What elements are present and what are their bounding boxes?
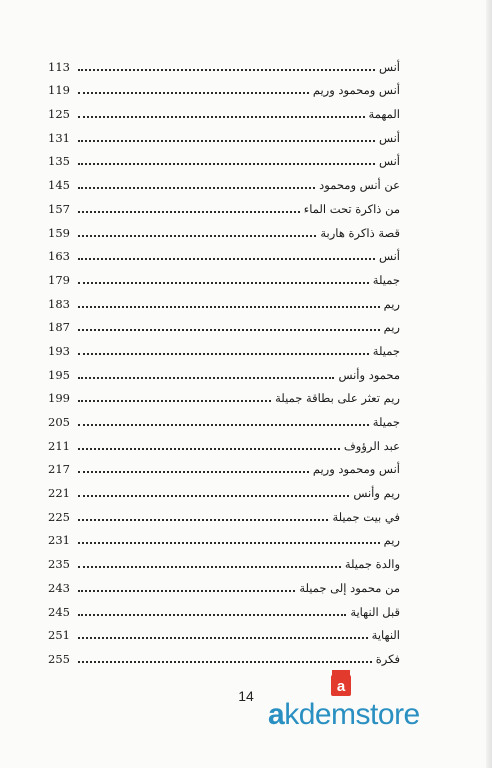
logo-icon-letter: a [336, 678, 346, 695]
dot-leader [78, 306, 380, 308]
toc-entry-title: قبل النهاية [350, 604, 400, 619]
dot-leader [78, 235, 316, 237]
dot-leader [78, 519, 328, 521]
toc-entry [48, 123, 400, 147]
book-bag-icon [326, 668, 356, 698]
toc-entry-title: عن أنس ومحمود [319, 178, 400, 193]
toc-entry-page: 235 [48, 557, 70, 572]
dot-leader [78, 116, 365, 118]
toc-entry-page: 113 [48, 59, 70, 74]
toc-entry [48, 573, 400, 597]
logo-letter-a: a [268, 698, 285, 731]
toc-entry-page: 193 [48, 343, 70, 358]
dot-leader [78, 258, 375, 260]
toc-entry-title: أنس [378, 59, 400, 74]
toc-entry-page: 217 [48, 462, 70, 477]
toc-entry [48, 526, 400, 550]
toc-entry-title: محمود وأنس [338, 367, 400, 382]
toc-entry [48, 52, 400, 76]
toc-entry-page: 163 [48, 249, 70, 264]
dot-leader [78, 424, 369, 426]
toc-entry-page: 157 [48, 201, 70, 216]
toc-entry-title: من ذاكرة تحت الماء [303, 201, 400, 216]
toc-entry [48, 170, 400, 194]
toc-entry [48, 407, 400, 431]
toc-entry [48, 242, 400, 266]
toc-entry-title: جميلة [372, 415, 400, 429]
toc-entry-page: 131 [48, 130, 70, 145]
toc-entry-title: أنس ومحمود وريم [312, 462, 400, 477]
toc-entry-title: المهمة [368, 107, 400, 122]
logo-wordmark [268, 698, 428, 732]
toc-entry [48, 265, 400, 289]
toc-entry-page: 195 [48, 367, 70, 382]
page-number: 14 [238, 688, 254, 704]
toc-entry-page: 231 [48, 533, 70, 548]
toc-entry-title: في بيت جميلة [332, 509, 400, 524]
toc-entry-page: 183 [48, 296, 70, 311]
dot-leader [78, 661, 372, 663]
toc-entry [48, 147, 400, 171]
toc-entry-page: 199 [48, 391, 70, 406]
dot-leader [78, 471, 309, 473]
toc-entry-page: 125 [48, 107, 70, 122]
dot-leader [78, 377, 334, 379]
dot-leader [78, 542, 380, 544]
page-edge [486, 0, 492, 768]
dot-leader [78, 163, 375, 165]
dot-leader [78, 69, 375, 71]
toc-entry [48, 478, 400, 502]
toc-entry-page: 205 [48, 415, 70, 429]
toc-entry-title: جميلة [372, 272, 400, 287]
toc-entry [48, 360, 400, 384]
toc-entry [48, 313, 400, 337]
toc-entry-title: ريم [383, 533, 400, 548]
toc-entry-title: قصة ذاكرة هاربة [320, 225, 400, 240]
toc-entry-page: 119 [48, 83, 70, 98]
toc-entry [48, 549, 400, 573]
toc-entry-title: عبد الرؤوف [343, 438, 400, 453]
dot-leader [78, 140, 375, 142]
dot-leader [78, 400, 271, 402]
toc-entry-title: أنس [378, 249, 400, 264]
toc-entry [48, 194, 400, 218]
table-of-contents [48, 52, 400, 668]
dot-leader [78, 187, 315, 189]
toc-entry-title: جميلة [372, 343, 400, 358]
toc-entry [48, 289, 400, 313]
logo-wordmark-rest: kdemstore [284, 698, 420, 731]
dot-leader [78, 353, 369, 355]
toc-entry-page: 255 [48, 651, 70, 666]
dot-leader [78, 92, 309, 94]
toc-entry-page: 179 [48, 272, 70, 287]
dot-leader [78, 329, 380, 331]
toc-entry-page: 187 [48, 320, 70, 335]
toc-entry-title: أنس [378, 154, 400, 169]
dot-leader [78, 590, 295, 592]
dot-leader [78, 566, 341, 568]
toc-entry-title: أنس ومحمود وريم [312, 83, 400, 98]
toc-entry-page: 243 [48, 580, 70, 595]
toc-entry-title: والدة جميلة [344, 557, 400, 572]
toc-entry [48, 644, 400, 668]
toc-entry [48, 597, 400, 621]
toc-entry-page: 211 [48, 438, 70, 453]
toc-entry-page: 135 [48, 154, 70, 169]
toc-entry-page: 159 [48, 225, 70, 240]
toc-entry-page: 221 [48, 486, 70, 501]
toc-entry [48, 336, 400, 360]
dot-leader [78, 211, 300, 213]
toc-entry [48, 218, 400, 242]
toc-entry [48, 99, 400, 123]
toc-entry [48, 455, 400, 479]
toc-entry [48, 76, 400, 100]
akdemstore-logo [268, 668, 428, 734]
toc-entry-title: ريم [383, 320, 400, 335]
toc-entry-title: أنس [378, 130, 400, 145]
toc-entry-page: 251 [48, 628, 70, 643]
toc-entry [48, 384, 400, 408]
toc-entry [48, 502, 400, 526]
toc-entry-page: 245 [48, 604, 70, 619]
toc-entry-page: 225 [48, 509, 70, 524]
toc-entry-title: فكرة [375, 651, 400, 666]
toc-entry [48, 431, 400, 455]
toc-entry-title: النهاية [371, 628, 400, 643]
dot-leader [78, 637, 368, 639]
dot-leader [78, 614, 346, 616]
dot-leader [78, 448, 340, 450]
toc-entry-title: ريم تعثر على بطاقة جميلة [275, 391, 400, 406]
dot-leader [78, 495, 349, 497]
toc-entry-page: 145 [48, 178, 70, 193]
dot-leader [78, 282, 369, 284]
toc-entry [48, 621, 400, 645]
toc-entry-title: من محمود إلى جميلة [299, 580, 400, 595]
toc-entry-title: ريم [383, 296, 400, 311]
toc-entry-title: ريم وأنس [353, 486, 400, 501]
